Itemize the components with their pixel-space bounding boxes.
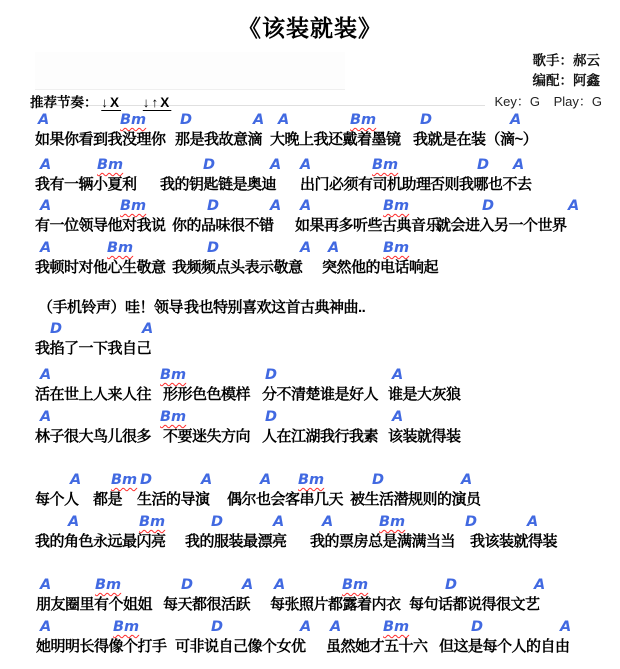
chord-D: D — [203, 157, 216, 173]
lyric-phrase: 出门必须有司机助理 — [300, 176, 431, 193]
chord-row — [0, 158, 620, 175]
chord-Bm: Bm — [97, 157, 124, 173]
chord-row — [0, 368, 620, 385]
table-cell-remnant — [35, 52, 345, 90]
chord-Bm: Bm — [383, 619, 410, 635]
chord-D: D — [471, 619, 484, 635]
chord-Bm: Bm — [95, 577, 122, 593]
chord-Bm: Bm — [298, 472, 325, 488]
chord-Bm: Bm — [383, 240, 410, 256]
chord-A: A — [201, 472, 213, 488]
lyric-phrase: 如果你看到我没理你 — [35, 131, 166, 148]
lyric-row — [0, 131, 620, 149]
spoken-line — [0, 299, 620, 317]
lyric-row — [0, 217, 620, 235]
chord-row — [0, 410, 620, 427]
chord-D: D — [265, 367, 278, 383]
lyric-row — [0, 533, 620, 551]
lyric-phrase: 我就是在装（滴~） — [413, 131, 538, 148]
chord-A: A — [70, 472, 82, 488]
lyric-phrase: 生活的导演 — [137, 491, 210, 508]
lyric-phrase: 我的票房总是满满当当 — [310, 533, 456, 550]
chord-A: A — [40, 619, 52, 635]
chord-row — [0, 322, 620, 339]
chord-D: D — [180, 112, 193, 128]
lyric-phrase: 我也特别喜欢这首古典神曲.. — [184, 299, 366, 316]
chord-A: A — [392, 367, 404, 383]
chord-A: A — [461, 472, 473, 488]
chord-A: A — [270, 198, 282, 214]
lyric-phrase: 我的服装最漂亮 — [185, 533, 287, 550]
chord-A: A — [300, 198, 312, 214]
lyric-phrase: 林子很大鸟儿很多 — [35, 428, 152, 445]
lyric-phrase: 虽然她才五十六 — [326, 638, 428, 655]
key-label: Key：G — [494, 94, 540, 109]
chord-A: A — [278, 112, 290, 128]
chord-Bm: Bm — [383, 198, 410, 214]
lyric-phrase: 但这是每个人的自由 — [439, 638, 570, 655]
lyric-phrase: 她明明长得像个打手 — [36, 638, 167, 655]
lyric-phrase: 朋友圈里有个姐姐 — [36, 596, 153, 613]
lyric-phrase: 形形色色模样 — [163, 386, 251, 403]
lyric-phrase: 我的角色永远最闪亮 — [35, 533, 166, 550]
rhythm-pattern-1: ↓X — [101, 95, 122, 110]
lyric-phrase: 都是 — [93, 491, 123, 508]
chord-Bm: Bm — [342, 577, 369, 593]
chord-A: A — [242, 577, 254, 593]
chord-A: A — [40, 409, 52, 425]
chord-A: A — [274, 577, 286, 593]
chord-A: A — [513, 157, 525, 173]
chord-Bm: Bm — [350, 112, 377, 128]
chord-row — [0, 199, 620, 216]
chord-D: D — [211, 619, 224, 635]
lyric-row — [0, 340, 620, 358]
chord-Bm: Bm — [160, 409, 187, 425]
lyric-phrase: 我顿时对他心生敬意 — [35, 259, 166, 276]
chord-A: A — [253, 112, 265, 128]
rhythm-line — [30, 91, 189, 111]
chord-A: A — [270, 157, 282, 173]
chord-A: A — [534, 577, 546, 593]
singer-label: 歌手：郝云 — [532, 53, 600, 68]
chord-A: A — [38, 112, 50, 128]
chord-A: A — [40, 240, 52, 256]
chord-Bm: Bm — [111, 472, 138, 488]
chord-A: A — [142, 321, 154, 337]
chord-D: D — [372, 472, 385, 488]
chord-D: D — [477, 157, 490, 173]
lyric-phrase: 每张照片都露着内衣 — [270, 596, 401, 613]
lyric-row — [0, 491, 620, 509]
chord-A: A — [40, 157, 52, 173]
play-label: Play：G — [553, 94, 602, 109]
chord-A: A — [40, 577, 52, 593]
chord-row — [0, 620, 620, 637]
chord-A: A — [527, 514, 539, 530]
lyric-phrase: 我频频点头表示敬意 — [172, 259, 303, 276]
lyric-phrase: 每天都很活跃 — [163, 596, 251, 613]
chord-A: A — [322, 514, 334, 530]
chord-A: A — [260, 472, 272, 488]
chord-row — [0, 113, 620, 130]
chord-D: D — [445, 577, 458, 593]
chord-A: A — [40, 367, 52, 383]
lyric-phrase: 人在江湖我行我素 — [262, 428, 379, 445]
chord-A: A — [300, 157, 312, 173]
lyric-row — [0, 596, 620, 614]
lyric-row — [0, 176, 620, 194]
lyric-phrase: 如果再多听些古典音乐 — [295, 217, 441, 234]
lyric-phrase: 谁是大灰狼 — [388, 386, 461, 403]
lyric-phrase: 我的钥匙链是奥迪 — [160, 176, 277, 193]
chord-Bm: Bm — [160, 367, 187, 383]
lyric-phrase: 就会进入另一个世界 — [436, 217, 567, 234]
chord-A: A — [568, 198, 580, 214]
chord-A: A — [328, 240, 340, 256]
chord-Bm: Bm — [120, 112, 147, 128]
lyric-phrase: 活在世上人来人往 — [35, 386, 152, 403]
lyric-phrase: 该装就得装 — [388, 428, 461, 445]
key-play-line — [484, 91, 602, 110]
chord-A: A — [560, 619, 572, 635]
lyric-phrase: （手机铃声）哇！领导 — [38, 299, 184, 316]
chord-Bm: Bm — [139, 514, 166, 530]
chord-D: D — [265, 409, 278, 425]
chord-A: A — [68, 514, 80, 530]
chord-A: A — [392, 409, 404, 425]
song-title: 《该装就装》 — [238, 16, 382, 41]
lyric-phrase: 我有一辆小夏利 — [35, 176, 137, 193]
chord-D: D — [207, 198, 220, 214]
chord-A: A — [300, 619, 312, 635]
rhythm-pattern-2: ↓↑X — [142, 95, 172, 110]
lyric-phrase: 有一位领导他对我说 — [35, 217, 166, 234]
lyric-phrase: 那是我故意滴 — [175, 131, 263, 148]
lyric-phrase: 每句话都说得很文艺 — [409, 596, 540, 613]
chord-A: A — [300, 240, 312, 256]
chord-A: A — [510, 112, 522, 128]
rhythm-label: 推荐节奏： — [30, 95, 98, 110]
chord-D: D — [465, 514, 478, 530]
chord-Bm: Bm — [379, 514, 406, 530]
chord-Bm: Bm — [113, 619, 140, 635]
lyric-phrase: 突然他的电话响起 — [322, 259, 439, 276]
lyric-row — [0, 259, 620, 277]
chord-D: D — [211, 514, 224, 530]
chord-row — [0, 473, 620, 490]
chord-D: D — [420, 112, 433, 128]
chord-D: D — [50, 321, 63, 337]
chord-D: D — [207, 240, 220, 256]
lyric-row — [0, 428, 620, 446]
chord-A: A — [330, 619, 342, 635]
chord-Bm: Bm — [372, 157, 399, 173]
lyric-phrase: 偶尔也会客串几天 — [227, 491, 344, 508]
lyric-phrase: 分不清楚谁是好人 — [262, 386, 379, 403]
lyric-row — [0, 638, 620, 656]
lyric-phrase: 不要迷失方向 — [163, 428, 251, 445]
chord-D: D — [181, 577, 194, 593]
lyric-phrase: 每个人 — [35, 491, 79, 508]
lyric-phrase: 我掐了一下我自己 — [35, 340, 152, 357]
chord-D: D — [140, 472, 153, 488]
chord-D: D — [482, 198, 495, 214]
lyric-phrase: 被生活潜规则的演员 — [350, 491, 481, 508]
chord-row — [0, 515, 620, 532]
lyric-phrase: 我该装就得装 — [470, 533, 558, 550]
lyric-phrase: 大晚上我还戴着墨镜 — [270, 131, 401, 148]
chord-Bm: Bm — [120, 198, 147, 214]
chord-A: A — [273, 514, 285, 530]
chord-Bm: Bm — [107, 240, 134, 256]
chord-A: A — [40, 198, 52, 214]
chord-row — [0, 241, 620, 258]
lyric-phrase: 否则我哪也不去 — [430, 176, 532, 193]
lyric-row — [0, 386, 620, 404]
lyric-phrase: 你的品味很不错 — [172, 217, 274, 234]
chord-row — [0, 578, 620, 595]
arranger-label: 编配：阿鑫 — [532, 73, 600, 88]
lyric-phrase: 可非说自己像个女优 — [175, 638, 306, 655]
